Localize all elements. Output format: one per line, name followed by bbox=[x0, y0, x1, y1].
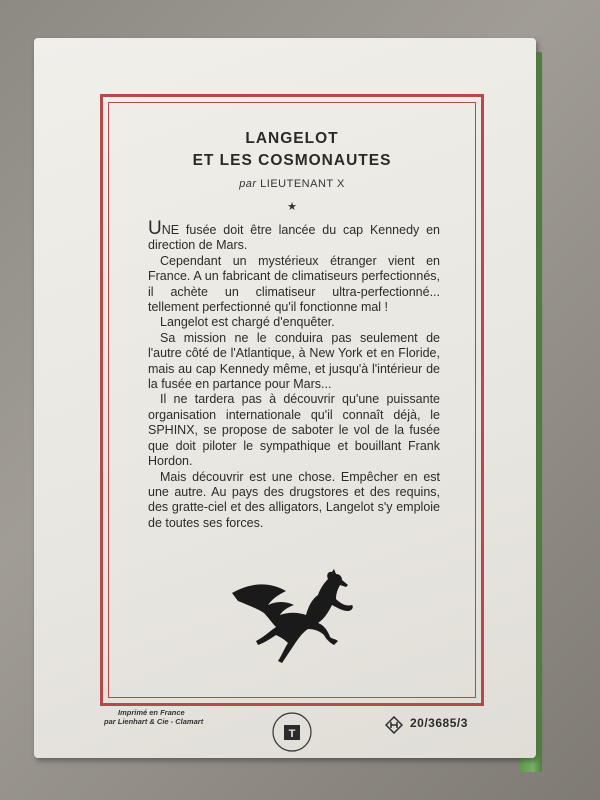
paragraph-6: Mais découvrir est une chose. Empêcher en est une autre. Au pays des drugstores et des requins, des gratte-ciel et des alligators, Langelot s'y emploie de toutes ses forces. bbox=[148, 469, 440, 530]
printer-imprint bbox=[104, 708, 203, 726]
author-name: LIEUTENANT X bbox=[260, 178, 345, 190]
title-line-2: ET LES COSMONAUTES bbox=[192, 152, 392, 169]
pegasus-logo-icon bbox=[228, 565, 358, 670]
synopsis-text bbox=[148, 218, 440, 531]
author-prefix: par bbox=[239, 178, 257, 190]
binding-seal-icon bbox=[270, 710, 314, 754]
paragraph-1-text: NE fusée doit être lancée du cap Kennedy en direction de Mars. bbox=[148, 223, 440, 253]
paragraph-3: Langelot est chargé d'enquêter. bbox=[160, 315, 335, 330]
title-line-1: LANGELOT bbox=[245, 130, 339, 147]
drop-cap: U bbox=[148, 218, 162, 239]
paragraph-5: Il ne tardera pas à découvrir qu'une puissante organisation internationale qu'il connaît déjà, le SPHINX, se propose de saboter le vol de la fusée que doit piloter le sympathique et bouillant Frank Hordon. bbox=[148, 392, 440, 469]
paragraph-1 bbox=[148, 218, 440, 254]
star-separator: ★ bbox=[287, 201, 297, 213]
catalog-code: 20/3685/3 bbox=[410, 716, 468, 730]
book-title bbox=[108, 128, 476, 172]
printer-line-2: par Lienhart & Cie - Clamart bbox=[104, 717, 204, 726]
paragraph-4: Sa mission ne le conduira pas seulement de l'autre côté de l'Atlantique, à New York et en Floride, mais au cap Kennedy même, et jusqu'à l'intérieur de la fusée en partance pour Mars... bbox=[148, 330, 440, 392]
hatchette-emblem-icon bbox=[385, 716, 403, 734]
printer-line-1: Imprimé en France bbox=[118, 708, 185, 717]
svg-text:T: T bbox=[288, 728, 296, 740]
paragraph-2: Cependant un mystérieux étranger vient en France. A un fabricant de climatiseurs perfectionnés, il achète un climatiseur ultra-perfectionné... tellement perfectionné qu'il fonctionne mal ! bbox=[148, 253, 440, 315]
author-line bbox=[108, 178, 476, 190]
